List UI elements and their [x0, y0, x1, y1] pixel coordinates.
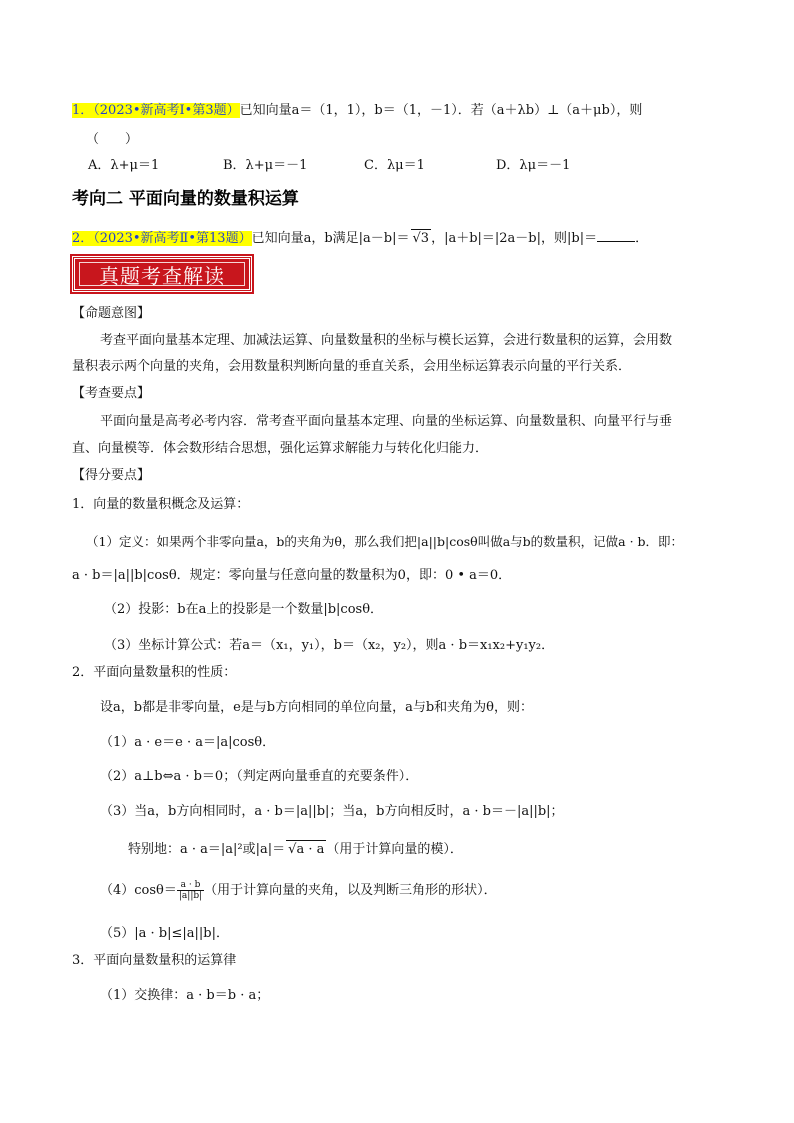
property-1: （1）a · e＝e · a＝|a|cosθ．	[100, 735, 276, 750]
section-title: 考向二 平面向量的数量积运算	[72, 189, 299, 209]
cos-fraction	[177, 880, 204, 901]
question-1-answer-paren: （ ）	[86, 132, 139, 147]
option-a[interactable]: A．λ+μ＝1	[88, 158, 160, 173]
definition-line-2: a · b＝|a||b|cosθ．规定：零向量与任意向量的数量积为0，即：0 • a＝0．	[72, 568, 512, 583]
intent-line-2: 量积表示两个向量的夹角，会用数量积判断向量的垂直关系，会用坐标运算表示向量的平行关系．	[72, 359, 632, 374]
points-line-2: 直、向量模等．体会数形结合思想，强化运算求解能力与转化化归能力．	[72, 441, 489, 456]
question-2-source: （2023•新高考Ⅱ•第13题）	[93, 231, 252, 246]
banner-title: 真题考查解读	[79, 262, 245, 286]
property-3: （3）当a，b方向相同时，a · b＝|a||b|；当a，b方向相反时，a · b＝－|a||b|；	[100, 804, 564, 819]
question-2-text-b: ，|a＋b|＝|2a－b|，则|b|＝	[431, 231, 598, 246]
question-2-number: 2．	[72, 231, 94, 246]
sqrt-value: 3	[420, 231, 430, 246]
intent-label: 【命题意图】	[72, 306, 151, 321]
option-c[interactable]: C．λμ＝1	[364, 158, 425, 173]
question-2-end: ．	[635, 231, 649, 246]
sqrt-three: √3	[412, 231, 430, 246]
properties-setup: 设a，b都是非零向量，e是与b方向相同的单位向量，a与b和夹角为θ，则：	[100, 700, 533, 715]
law-commutative: （1）交换律：a · b＝b · a；	[100, 988, 270, 1003]
projection-line: （2）投影：b在a上的投影是一个数量|b|cosθ．	[104, 602, 384, 617]
property-4-text-b: （用于计算向量的夹角，以及判断三角形的形状）．	[204, 883, 497, 898]
intent-line-1: 考查平面向量基本定理、加减法运算、向量数量积的坐标与模长运算，会进行数量积的运算，会用数	[100, 333, 673, 348]
option-d[interactable]: D．λμ＝－1	[496, 158, 571, 173]
coordinate-line: （3）坐标计算公式：若a＝（x₁，y₁），b＝（x₂，y₂），则a · b＝x₁x₂+y₁y₂．	[104, 638, 555, 653]
question-1-stem	[72, 102, 642, 120]
score-heading-3: 3．平面向量数量积的运算律	[72, 953, 237, 968]
score-label: 【得分要点】	[72, 468, 151, 483]
answer-blank[interactable]	[597, 229, 635, 242]
property-2: （2）a⊥b⇔a · b＝0；（判定两向量垂直的充要条件）．	[100, 769, 419, 784]
fraction-numerator: a · b	[177, 880, 204, 891]
option-b[interactable]: B．λ+μ＝－1	[223, 158, 308, 173]
sqrt-aa: √a · a	[288, 842, 325, 857]
special-text-b: （用于计算向量的模）．	[326, 842, 463, 857]
definition-line-1: （1）定义：如果两个非零向量a，b的夹角为θ，那么我们把|a||b|cosθ叫做a与b的数量积，记做a · b．即：	[86, 534, 684, 549]
points-line-1: 平面向量是高考必考内容．常考查平面向量基本定理、向量的坐标运算、向量数量积、向量平行与垂	[100, 414, 673, 429]
property-special	[128, 840, 463, 859]
property-4	[100, 880, 497, 901]
property-4-text-a: （4）cosθ＝	[100, 883, 177, 898]
question-1-text: 已知向量a＝（1，1），b＝（1，－1）．若（a＋λb）⊥（a＋μb），则	[239, 103, 643, 118]
fraction-denominator: |a||b|	[178, 891, 203, 901]
question-2-text-a: 已知向量a，b满足|a－b|＝	[251, 231, 410, 246]
score-heading-2: 2．平面向量数量积的性质：	[72, 665, 237, 680]
question-1-source: （2023•新高考Ⅰ•第3题）	[93, 103, 240, 118]
points-label: 【考查要点】	[72, 386, 151, 401]
property-5: （5）|a · b|≤|a||b|．	[100, 926, 229, 941]
question-1-number: 1．	[72, 103, 94, 118]
score-heading-1: 1．向量的数量积概念及运算：	[72, 497, 250, 512]
special-text-a: 特别地：a · a＝|a|²或|a|＝	[128, 842, 286, 857]
question-2-stem	[72, 229, 648, 248]
banner	[72, 256, 252, 292]
sqrt-aa-radicand: a · a	[296, 842, 325, 857]
